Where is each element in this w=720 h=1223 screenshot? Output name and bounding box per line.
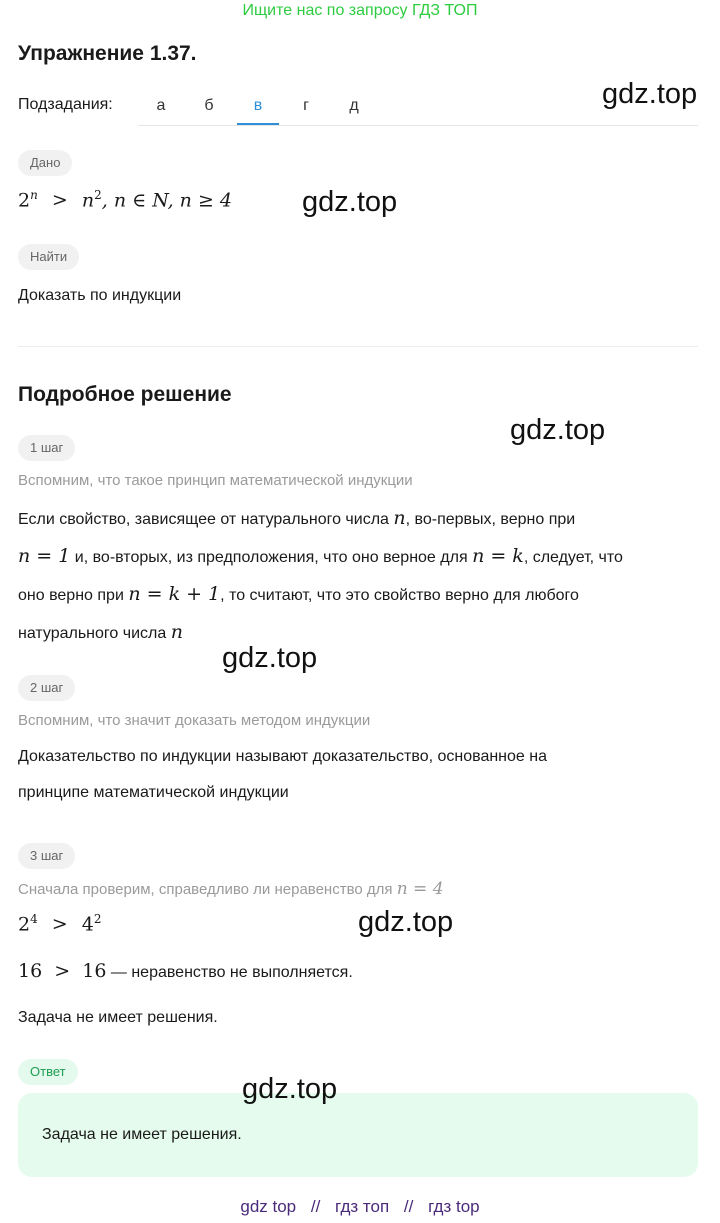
step-3-conclusion: Задача не имеет решения.: [18, 1009, 218, 1026]
step-2-hint: Вспомним, что значит доказать методом индукции: [18, 712, 371, 729]
step-2-badge: 2 шаг: [18, 675, 75, 701]
step-3-badge: 3 шаг: [18, 843, 75, 869]
tab-v[interactable]: в: [237, 88, 279, 125]
step-1-hint: Вспомним, что такое принцип математической индукции: [18, 472, 413, 489]
watermark: gdz.top: [222, 642, 318, 674]
tab-d[interactable]: д: [349, 97, 359, 114]
watermark: gdz.top: [510, 414, 606, 446]
footer-link-gdz-top-mixed[interactable]: гдз top: [428, 1197, 480, 1216]
watermark: gdz.top: [602, 78, 698, 110]
watermark: gdz.top: [302, 186, 398, 218]
tab-g[interactable]: г: [303, 97, 309, 114]
footer-link-gdz-top[interactable]: gdz top: [240, 1197, 297, 1216]
step-3-inequality-1: $2^4 > 4^2$: [18, 912, 102, 936]
solution-title: Подробное решение: [18, 383, 232, 406]
given-formula: $2^n > n^2$, n ∈ N, n ≥ 4: [18, 188, 233, 212]
footer-separator: //: [403, 1197, 414, 1216]
step-1-text: Если свойство, зависящее от натурального числа n, во-первых, верно при n = 1 и, во-вторых, из предположения, что оно верное для n = k, следует, что оно верно при n = k + 1, то считают, что это свойство верно для любого натурального числа n: [18, 507, 623, 643]
footer-separator: //: [310, 1197, 321, 1216]
find-text: Доказать по индукции: [18, 287, 182, 304]
search-banner: Ищите нас по запросу ГДЗ ТОП: [242, 2, 478, 19]
step-3-inequality-2: 16 > 16 — неравенство не выполняется.: [18, 960, 353, 982]
step-2-text: Доказательство по индукции называют доказательство, основанное на принципе математической индукции: [18, 748, 547, 801]
find-badge: Найти: [18, 244, 79, 270]
watermark: gdz.top: [358, 906, 454, 938]
watermark: gdz.top: [242, 1073, 338, 1105]
answer-badge: Ответ: [18, 1059, 78, 1085]
step-3-hint: Сначала проверим, справедливо ли неравенство для n = 4: [18, 879, 444, 899]
subtasks-label: Подзадания:: [18, 96, 113, 113]
tab-b[interactable]: б: [204, 97, 214, 114]
footer: [0, 1197, 720, 1217]
step-1-badge: 1 шаг: [18, 435, 75, 461]
footer-link-gdz-top-ru[interactable]: гдз топ: [335, 1197, 390, 1216]
given-badge: Дано: [18, 150, 72, 176]
answer-text: Задача не имеет решения.: [42, 1126, 242, 1143]
tab-a[interactable]: а: [156, 97, 166, 114]
exercise-title: Упражнение 1.37.: [18, 42, 197, 65]
divider: [18, 346, 698, 347]
